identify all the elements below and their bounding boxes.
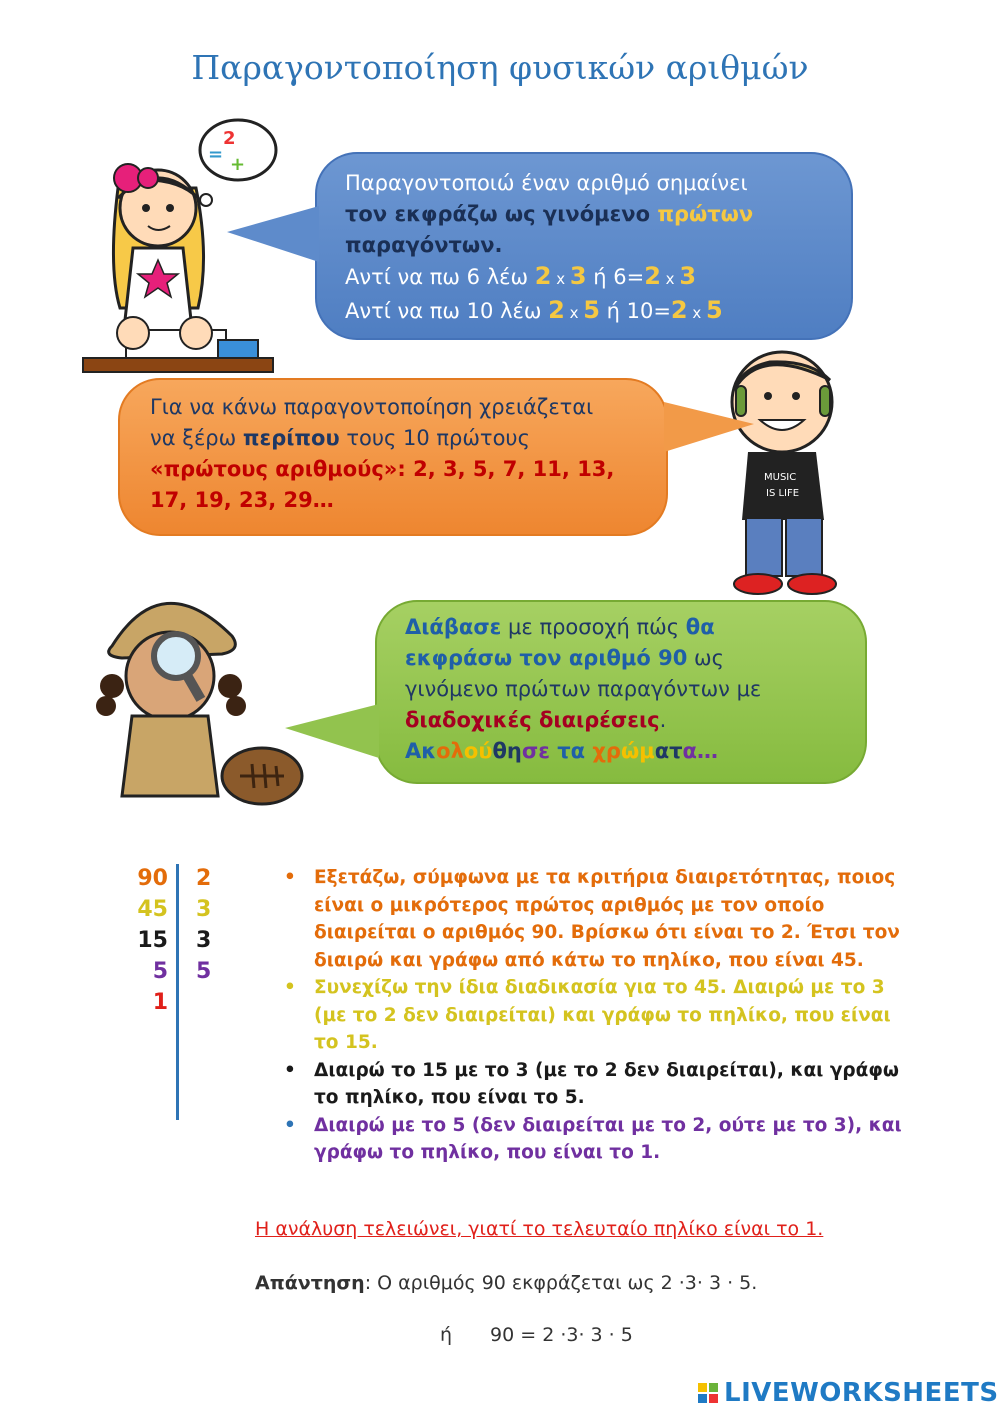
approx-bold: περίπου — [242, 426, 340, 450]
svg-text:MUSIC: MUSIC — [764, 472, 797, 483]
or-word: ή — [440, 1324, 453, 1346]
factor: 5 — [706, 296, 723, 324]
times-sign: x — [660, 270, 680, 288]
svg-text:IS LIFE: IS LIFE — [766, 488, 800, 499]
example-text: ή 6= — [586, 265, 645, 289]
step-item: • Διαιρώ με το 5 (δεν διαιρείται με το 2, ούτε με το 3), και γράφω το πηλίκο, που είναι το 1. — [284, 1112, 914, 1167]
svg-text:=: = — [208, 144, 224, 165]
page-title: Παραγοντοποίηση φυσικών αριθμών — [191, 48, 809, 87]
primes-highlight: πρώτων — [657, 202, 754, 226]
dividend-number: 45 — [137, 897, 168, 922]
factor: 2 — [670, 296, 688, 324]
primes-list-line-1: «πρώτους αριθμούς»: 2, 3, 5, 7, 11, 13, — [150, 457, 615, 481]
times-sign: x — [687, 304, 707, 322]
speech-bubble-tail — [227, 206, 319, 262]
example-text: Αντί να πω 6 λέω — [345, 265, 535, 289]
step-item: • Εξετάζω, σύμφωνα με τα κριτήρια διαιρετότητας, ποιος είναι ο μικρότερος πρώτος αριθμός με τον οποίο διαιρείται ο αριθμός 90. Βρίσκω ότι είναι το 2. Έτσι τον διαιρώ και γράφω από κάτω το πηλίκο, που είναι 45. — [284, 864, 914, 974]
follow-colors-rainbow-text — [405, 736, 837, 767]
instructions-bold: θα — [685, 615, 715, 639]
liveworksheets-logo — [698, 1378, 999, 1408]
factor: 2 — [548, 296, 565, 324]
successive-divisions: διαδοχικές διαιρέσεις — [405, 708, 660, 732]
factor: 2 — [644, 262, 661, 290]
times-sign: x — [564, 304, 584, 322]
divisor-number: 5 — [196, 959, 212, 984]
definition-line-2 — [345, 199, 823, 230]
svg-text:2: 2 — [223, 128, 236, 149]
example-text: ή 10= — [599, 299, 671, 323]
divisor-number: 3 — [196, 897, 212, 922]
instructions-line-4 — [405, 705, 837, 736]
dividend-number: 5 — [152, 959, 168, 984]
factor: 5 — [583, 296, 600, 324]
rainbow-segment: ατ — [654, 739, 683, 763]
dividend-number: 1 — [152, 990, 168, 1015]
factor: 3 — [679, 262, 697, 290]
period: . — [659, 708, 667, 732]
expression: 90 = 2 ·3· 3 · 5 — [490, 1324, 633, 1346]
instructions-bold: εκφράσω τον αριθμό 90 — [405, 646, 688, 670]
instructions-speech-bubble — [375, 600, 867, 784]
example-6 — [345, 261, 823, 295]
liveworksheets-logo-icon — [698, 1383, 718, 1403]
division-vertical-line — [176, 864, 179, 1120]
rainbow-segment: τα — [549, 739, 593, 763]
steps-list — [284, 864, 914, 1167]
instructions-line-2 — [405, 643, 837, 674]
dividend-number: 90 — [137, 866, 168, 891]
rainbow-segment: σε — [521, 739, 550, 763]
primes-speech-bubble — [118, 378, 668, 536]
step-item: • Συνεχίζω την ίδια διαδικασία για το 45. Διαιρώ με το 3 (με το 2 δεν διαιρείται) και γράφω το πηλίκο, που είναι το 15. — [284, 974, 914, 1057]
primes-line-2 — [150, 423, 636, 454]
speech-bubble-tail — [664, 402, 754, 452]
factor: 2 — [534, 262, 552, 290]
read-word: Διάβασε — [405, 615, 502, 639]
rainbow-segment: ού — [463, 739, 493, 763]
primes-text: τους 10 πρώτους — [339, 426, 530, 450]
liveworksheets-wordmark: LIVEWORKSHEETS — [724, 1378, 999, 1408]
rainbow-segment: Ακ — [405, 739, 437, 763]
primes-text: να ξέρω — [150, 426, 243, 450]
answer-text: : Ο αριθμός 90 εκφράζεται ως 2 ·3· 3 · 5. — [364, 1272, 758, 1294]
definition-line-3: παραγόντων. — [345, 233, 503, 257]
step-item: • Διαιρώ το 15 με το 3 (με το 2 δεν διαιρείται), και γράφω το πηλίκο, που είναι το 5. — [284, 1057, 914, 1112]
definition-speech-bubble — [315, 152, 853, 340]
speech-bubble-tail — [285, 704, 379, 758]
rainbow-segment: α… — [682, 739, 718, 763]
explorer-girl-magnifier-illustration — [92, 576, 306, 812]
rainbow-segment: θη — [492, 739, 522, 763]
instructions-text: με προσοχή πώς — [501, 615, 686, 639]
dividend-number: 15 — [137, 928, 168, 953]
divisor-number: 2 — [196, 866, 212, 891]
times-sign: x — [551, 270, 570, 288]
primes-line-1: Για να κάνω παραγοντοποίηση χρειάζεται — [150, 395, 594, 419]
answer-label: Απάντηση — [255, 1272, 365, 1294]
factor: 3 — [569, 262, 587, 290]
definition-bold-text: τον εκφράζω ως γινόμενο — [345, 202, 658, 226]
boy-music-shirt-illustration — [720, 340, 850, 598]
example-text: Αντί να πω 10 λέω — [345, 299, 549, 323]
answer-line — [255, 1272, 757, 1294]
end-note: Η ανάλυση τελειώνει, γιατί το τελευταίο πηλίκο είναι το 1. — [255, 1218, 824, 1240]
definition-line-1: Παραγοντοποιώ έναν αριθμό σημαίνει — [345, 171, 748, 195]
rainbow-segment: ώμ — [620, 739, 655, 763]
example-10 — [345, 295, 823, 329]
rainbow-segment: ολ — [436, 739, 464, 763]
instructions-line-3: γινόμενο πρώτων παραγόντων με — [405, 677, 762, 701]
instructions-text: ως — [687, 646, 724, 670]
alternative-expression — [440, 1324, 633, 1346]
divisor-number: 3 — [196, 928, 212, 953]
rainbow-segment: χρ — [592, 739, 621, 763]
instructions-line-1 — [405, 612, 837, 643]
svg-text:+: + — [230, 154, 246, 175]
primes-list-line-2: 17, 19, 23, 29… — [150, 488, 334, 512]
